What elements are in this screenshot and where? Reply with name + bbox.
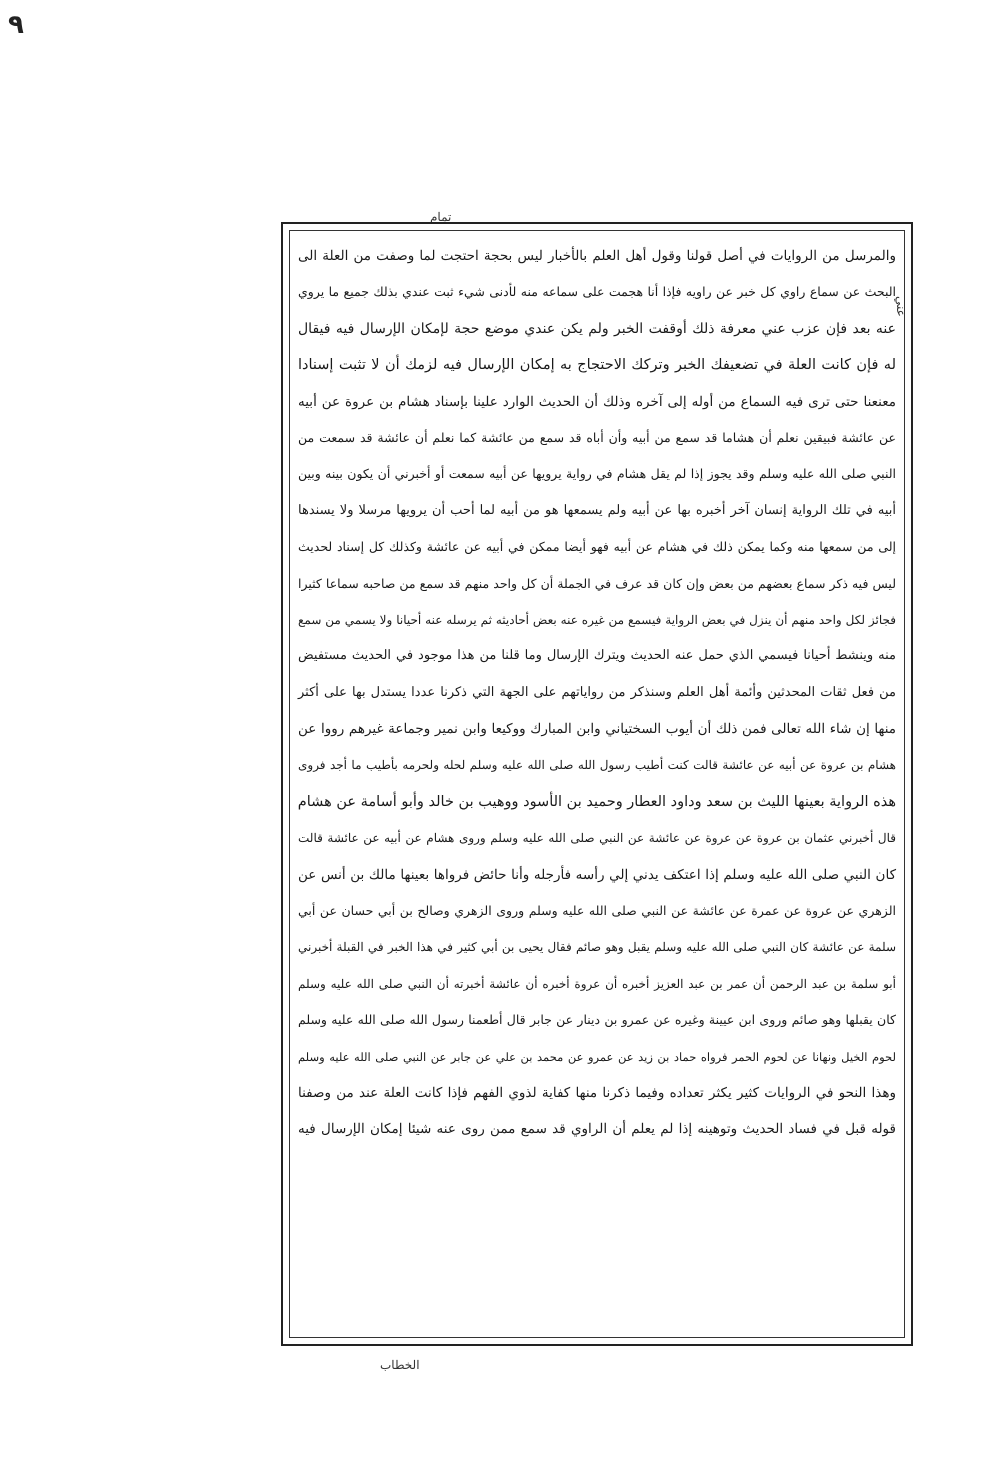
text-line: البحث عن سماع راوي كل خبر عن راويه فإذا أنا هجمت على سماعه منه لأدنى شيء ثبت عندي بذلك جميع ما يروي xyxy=(298,284,896,300)
text-line: معنعنا حتى ترى فيه السماع من أوله إلى آخره وذلك أن الحديث الوارد علينا بإسناد هشام بن عروة عن أبيه xyxy=(298,393,896,410)
text-line: منها إن شاء الله تعالى فمن ذلك أن أيوب السختياني وابن المبارك ووكيعا وابن نمير وجماعة غيرهم رووا عن xyxy=(298,721,896,738)
text-line: هشام بن عروة عن أبيه عن عائشة قالت كنت أطيب رسول الله صلى الله عليه وسلم لحله ولحرمه بأطيب ما أجد فروى xyxy=(298,758,896,773)
text-line: الزهري عن عروة عن عمرة عن عائشة عن النبي صلى الله عليه وسلم وروى الزهري وصالح بن أبي حسان عن أبي xyxy=(298,903,896,919)
text-line: عن عائشة فبيقين نعلم أن هشاما قد سمع من أبيه وأن أباه قد سمع من عائشة كما نعلم أن عائشة قد سمعت من xyxy=(298,429,896,445)
text-line: والمرسل من الروايات في أصل قولنا وقول أهل العلم بالأخبار ليس بحجة احتجت لما وصفت من العلة الى xyxy=(298,248,896,264)
text-line: لحوم الخيل ونهانا عن لحوم الحمر فرواه حماد بن زيد عن عمرو عن محمد بن علي عن جابر عن النبي صلى الله عليه وسلم xyxy=(298,1049,896,1064)
text-line: كان يقبلها وهو صائم وروى ابن عيينة وغيره عن عمرو بن دينار عن جابر قال أطعمنا رسول الله صلى الله عليه وسلم xyxy=(298,1012,896,1028)
text-line: قال أخبرني عثمان بن عروة عن عروة عن عائشة عن النبي صلى الله عليه وسلم وروى هشام عن أبيه عن عائشة قالت xyxy=(298,831,896,846)
text-line: له فإن كانت العلة في تضعيفك الخبر وتركك الاحتجاج به إمكان الإرسال فيه لزمك أن لا تثبت إسنادا xyxy=(298,357,896,374)
page-number: ٩ xyxy=(8,10,24,40)
text-line: سلمة عن عائشة كان النبي صلى الله عليه وسلم يقبل وهو صائم فقال يحيى بن أبي كثير في هذا الخبر في القبلة أخبرني xyxy=(298,940,896,955)
text-line: ليس فيه ذكر سماع بعضهم من بعض وإن كان قد عرف في الجملة أن كل واحد منهم قد سمع من صاحبه سماعا كثيرا xyxy=(298,575,896,591)
text-line: النبي صلى الله عليه وسلم وقد يجوز إذا لم يقل هشام في رواية يرويها عن أبيه سمعت أو أخبرني أن يكون بينه وبين xyxy=(298,466,896,482)
text-line: عنه بعد فإن عزب عني معرفة ذلك أوقفت الخبر ولم يكن عندي موضع حجة لإمكان الإرسال فيه فيقال xyxy=(298,320,896,337)
text-line: من فعل ثقات المحدثين وأئمة أهل العلم وسنذكر من رواياتهم على الجهة التي ذكرنا عددا يستدل بها على أكثر xyxy=(298,684,896,700)
text-line: فجائز لكل واحد منهم أن ينزل في بعض الرواية فيسمع من غيره عنه بعض أحاديثه ثم يرسله عنه أحيانا ولا يسمي من سمع xyxy=(298,612,896,627)
side-margin-note: عني xyxy=(894,296,908,317)
catchword: الخطاب xyxy=(380,1358,420,1372)
text-line: وهذا النحو في الروايات كثير يكثر تعداده وفيما ذكرنا منها كفاية لذوي الفهم فإذا كانت العلة عند من وصفنا xyxy=(298,1084,896,1101)
text-line: منه وينشط أحيانا فيسمي الذي حمل عنه الحديث ويترك الإرسال وما قلنا من هذا موجود في الحديث مستفيض xyxy=(298,648,896,664)
text-line: قوله قبل في فساد الحديث وتوهينه إذا لم يعلم أن الراوي قد سمع ممن روى عنه شيئا إمكان الإرسال فيه xyxy=(298,1121,896,1138)
text-line: إلى من سمعها منه وكما يمكن ذلك في هشام عن أبيه فهو أيضا ممكن في أبيه عن عائشة وكذلك كل إسناد لحديث xyxy=(298,539,896,555)
text-line: أبو سلمة بن عبد الرحمن أن عمر بن عبد العزيز أخبره أن عروة أخبره أن عائشة أخبرته أن النبي صلى الله عليه وسلم xyxy=(298,976,896,991)
text-line: هذه الرواية بعينها الليث بن سعد وداود العطار وحميد بن الأسود ووهيب بن خالد وأبو أسامة عن هشام xyxy=(297,793,896,810)
text-line: كان النبي صلى الله عليه وسلم إذا اعتكف يدني إلي رأسه فأرجله وأنا حائض فرواها بعينها مالك بن أنس عن xyxy=(298,866,896,883)
text-line: أبيه في تلك الرواية إنسان آخر أخبره بها عن أبيه ولم يسمعها هو من أبيه لما أحب أن يرويها مرسلا ولا يسندها xyxy=(298,502,896,518)
top-margin-note: تمام xyxy=(430,210,452,224)
manuscript-text xyxy=(294,238,900,1332)
